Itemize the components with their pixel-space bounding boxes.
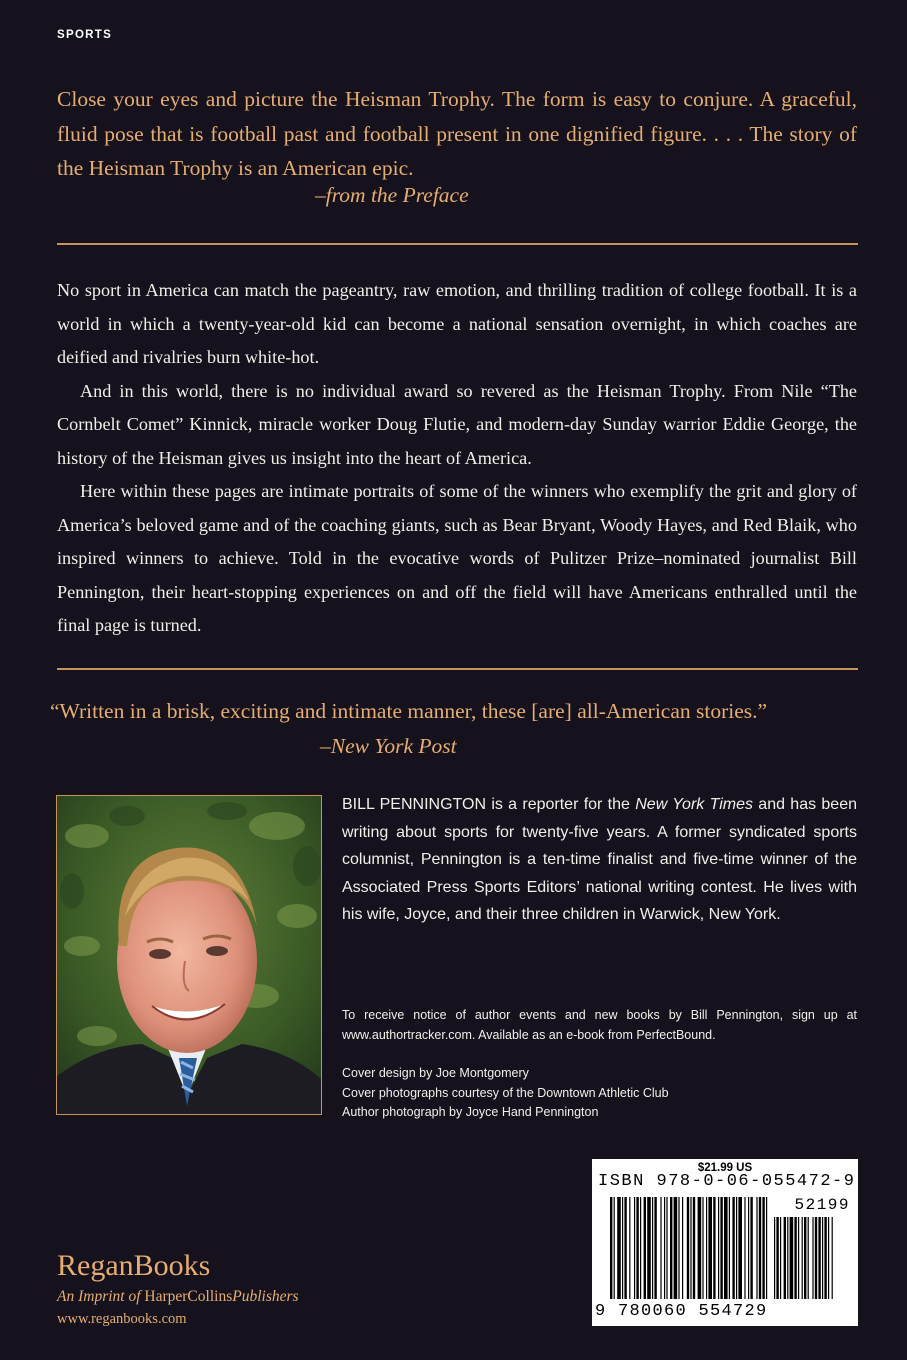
barcode-bar [693, 1197, 695, 1299]
review-attribution [320, 734, 457, 759]
preface-epigraph: Close your eyes and picture the Heisman Trophy. The form is easy to conjure. A graceful, fluid pose that is football past and football present in one dignified figure. . . . The story of the Heisman Trophy is an American epic. [57, 87, 857, 180]
barcode-bar [808, 1217, 809, 1299]
barcode-bar [828, 1217, 829, 1299]
barcode-bar [687, 1197, 689, 1299]
publisher-url: www.reganbooks.com [57, 1311, 187, 1327]
barcode-bar [798, 1217, 799, 1299]
credit-line: Author photograph by Joyce Hand Pennington [342, 1105, 599, 1119]
barcode-bar [610, 1197, 612, 1299]
category-label: SPORTS [57, 29, 113, 41]
authortracker-note: To receive notice of author events and new books by Bill Pennington, sign up at www.authortracker.com. Available as an e-book from PerfectBound. [342, 1008, 857, 1042]
barcode-bar [724, 1197, 728, 1299]
book-description [57, 274, 857, 643]
barcode-bar [654, 1197, 656, 1299]
barcode-bar [802, 1217, 803, 1299]
barcode-bar [794, 1217, 796, 1299]
barcode-bar [640, 1197, 641, 1299]
barcode-bar [636, 1197, 638, 1299]
bio-text: and has been writing about sports for twenty-five years. A former syndicated sports columnist, Pennington is a ten-time finalist and five-time winner of the Associated Press Sports Editors’ national writing contest. He lives with his wife, Joyce, and their three children in Warwick, New York. [342, 796, 857, 923]
barcode-bar [674, 1197, 678, 1299]
barcode-bar [678, 1197, 679, 1299]
author-photo [56, 795, 322, 1115]
barcode-bar [804, 1217, 806, 1299]
review-source: New York Post [330, 734, 457, 758]
isbn-barcode [592, 1159, 858, 1326]
review-dash: – [320, 734, 331, 758]
barcode-bar [824, 1217, 826, 1299]
barcode-bar [818, 1217, 820, 1299]
barcode-bar [708, 1197, 712, 1299]
barcode-bar [644, 1197, 646, 1299]
publisher-block [57, 1248, 299, 1330]
barcode-bar [652, 1197, 653, 1299]
barcode-bar [822, 1217, 823, 1299]
barcode-bar [756, 1197, 757, 1299]
barcode-bar [832, 1217, 833, 1299]
barcode-bar [706, 1197, 707, 1299]
barcode-bar [815, 1217, 817, 1299]
barcode-bar [698, 1197, 702, 1299]
description-paragraph: No sport in America can match the pageantry, raw emotion, and thrilling tradition of college football. It is a world in which a twenty-year-old kid can become a national sensation overnight, in which coaches are deified and rivalries burn white-hot. [57, 280, 857, 367]
barcode-bar [690, 1197, 691, 1299]
barcode-bar [744, 1197, 745, 1299]
imprint-prefix: An Imprint of [57, 1288, 145, 1305]
barcode-bar [812, 1217, 813, 1299]
barcode-bar [774, 1217, 775, 1299]
barcode-bar [748, 1197, 749, 1299]
ean-number: 9 780060 554729 [595, 1302, 768, 1321]
barcode-bar [732, 1197, 734, 1299]
description-paragraph: Here within these pages are intimate portraits of some of the winners who exemplify the grit and glory of America’s beloved game and of the coaching giants, such as Bear Bryant, Woody Hayes, and Red Blaik, who inspired winners to achieve. Told in the evocative words of Pulitzer Prize–nominated journalist Bill Pennington, their heart-stopping experiences on and off the field will have Americans enthralled until the final page is turned. [57, 481, 857, 635]
barcode-bar [776, 1217, 778, 1299]
barcode-bar [622, 1197, 623, 1299]
barcode-bar [682, 1197, 683, 1299]
cover-credits [342, 1064, 857, 1123]
bio-text: BILL PENNINGTON is a reporter for the [342, 796, 636, 813]
barcode-bar [790, 1217, 794, 1299]
barcode-price: $21.99 US [697, 1162, 753, 1174]
barcode-bar [759, 1197, 761, 1299]
barcode-bar [629, 1197, 630, 1299]
publisher-name: ReganBooks [57, 1249, 211, 1282]
barcode-bar [729, 1197, 730, 1299]
bio-newspaper: New York Times [635, 796, 753, 813]
barcode-bar [762, 1197, 764, 1299]
barcode-bar [624, 1197, 626, 1299]
credit-line: Cover design by Joe Montgomery [342, 1066, 529, 1080]
barcode-bar [713, 1197, 715, 1299]
author-bio [342, 791, 857, 929]
barcode-bar [720, 1197, 722, 1299]
price-code: 52199 [794, 1196, 850, 1214]
barcode-bar [766, 1197, 767, 1299]
barcode-bar [664, 1197, 665, 1299]
barcode-bar [738, 1197, 742, 1299]
publisher-imprint [57, 1286, 299, 1308]
barcode-bar [614, 1197, 615, 1299]
credit-line: Cover photographs courtesy of the Downtown Athletic Club [342, 1085, 669, 1100]
barcode-bar [647, 1197, 651, 1299]
isbn-number: ISBN 978-0-06-055472-9 [598, 1172, 856, 1191]
description-paragraph: And in this world, there is no individual award so revered as the Heisman Trophy. From Nile “The Cornbelt Comet” Kinnick, miracle worker Doug Flutie, and modern-day Sunday warrior Eddie George, the history of the Heisman gives us insight into the heart of America. [57, 380, 857, 468]
review-quote: “Written in a brisk, exciting and intimate manner, these [are] all-American stories.” [50, 699, 768, 723]
imprint-suffix: Publishers [232, 1288, 299, 1305]
barcode-bar [702, 1197, 703, 1299]
divider-middle [57, 668, 858, 670]
imprint-name: HarperCollins [144, 1288, 233, 1305]
barcode-bar [666, 1197, 667, 1299]
barcode-bar [660, 1197, 661, 1299]
barcode-bar [787, 1217, 788, 1299]
barcode-bar [617, 1197, 621, 1299]
barcode-bar [670, 1197, 672, 1299]
barcode-bar [750, 1197, 752, 1299]
barcode-bar [780, 1217, 781, 1299]
barcode-bar [736, 1197, 737, 1299]
divider-top [57, 243, 858, 245]
barcode-bar [634, 1197, 635, 1299]
epigraph-attribution: –from the Preface [315, 183, 469, 207]
barcode-bar [784, 1217, 786, 1299]
barcode-bar [718, 1197, 719, 1299]
